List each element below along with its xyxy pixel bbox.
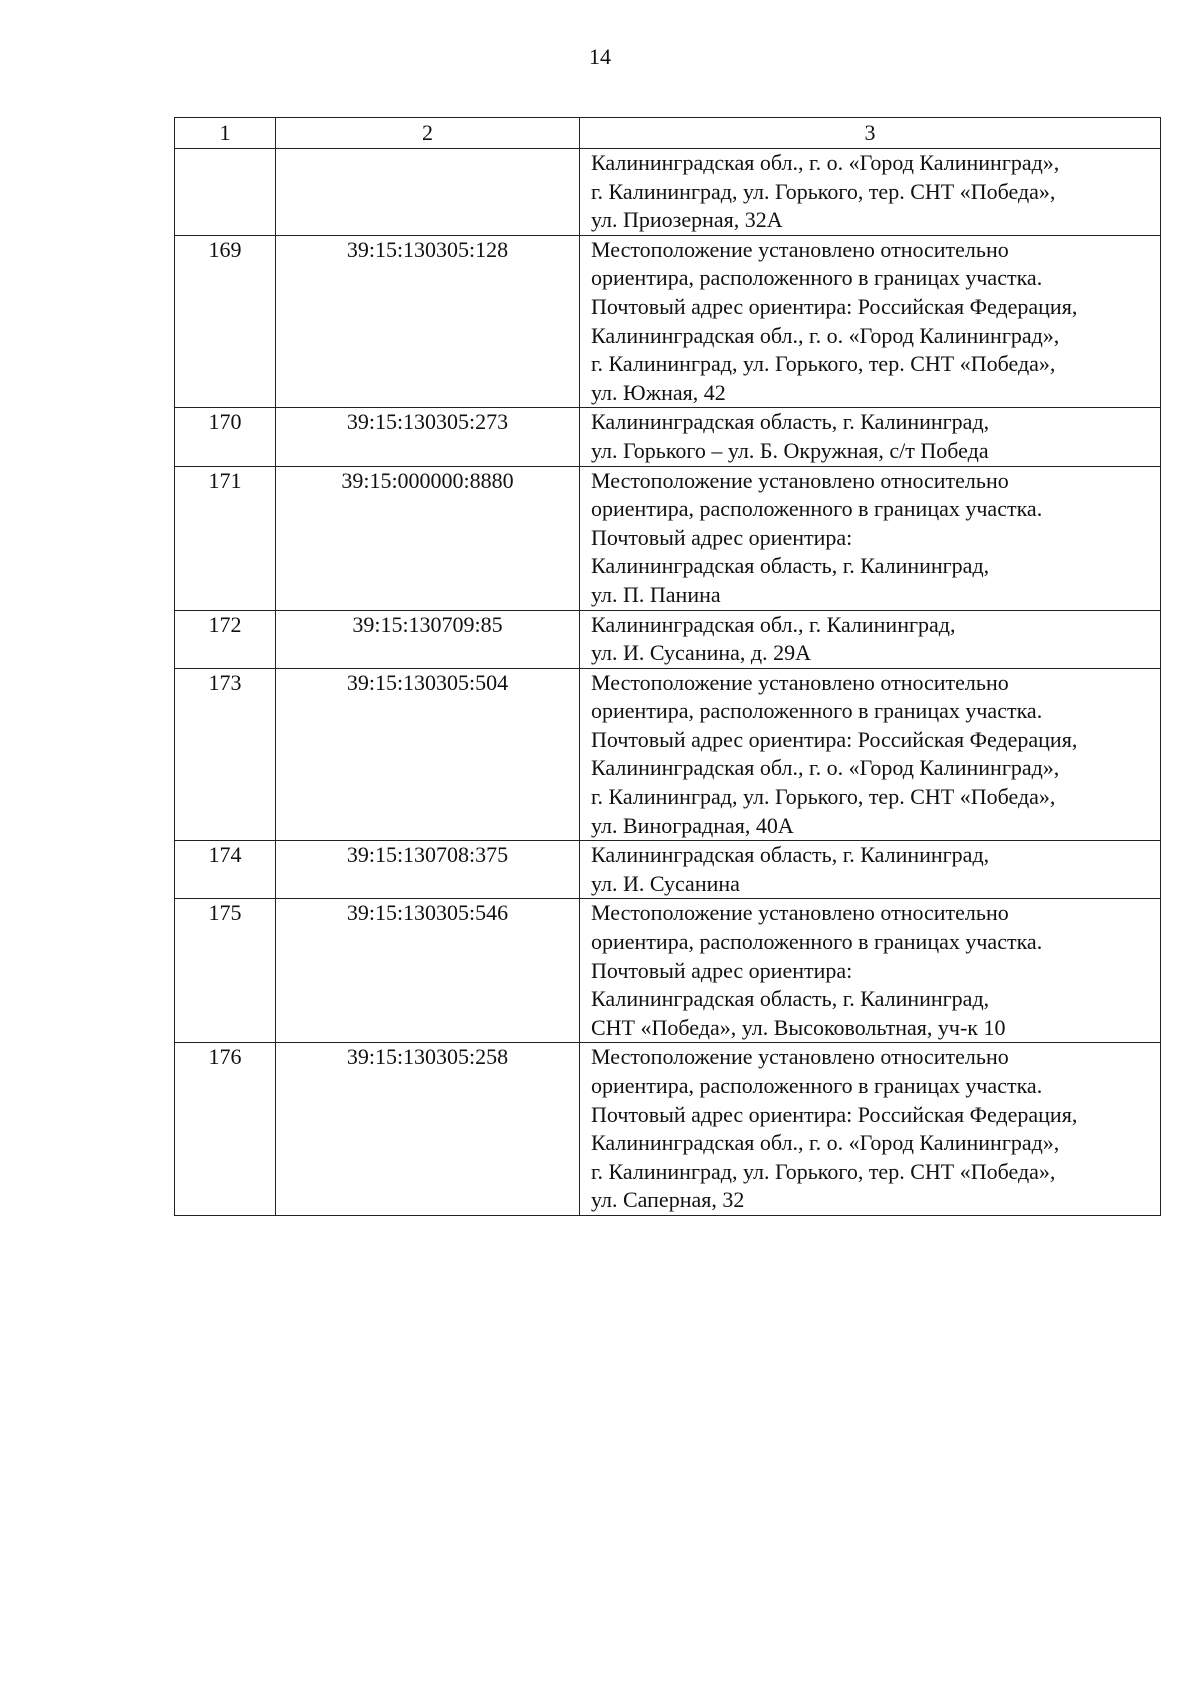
address-line: ул. Саперная, 32 bbox=[591, 1187, 745, 1213]
address-line: Местоположение установлено относительно bbox=[591, 900, 1009, 926]
address-line: Почтовый адрес ориентира: Российская Федерация, bbox=[591, 293, 1078, 319]
address-cell bbox=[580, 235, 1161, 408]
address-cell bbox=[580, 466, 1161, 610]
column-header-cadastral: 2 bbox=[276, 118, 580, 149]
address-line: ориентира, расположенного в границах участка. bbox=[591, 1073, 1043, 1098]
address-line: Почтовый адрес ориентира: Российская Федерация, bbox=[591, 1101, 1078, 1127]
cadastral-number-cell: 39:15:130305:258 bbox=[276, 1043, 580, 1216]
address-line: Почтовый адрес ориентира: bbox=[591, 524, 853, 550]
table-row bbox=[175, 899, 1161, 1043]
row-number-cell: 173 bbox=[175, 668, 276, 841]
row-number-cell: 171 bbox=[175, 466, 276, 610]
address-line: ул. Южная, 42 bbox=[591, 379, 726, 405]
table-row bbox=[175, 1043, 1161, 1216]
address-cell bbox=[580, 841, 1161, 899]
table-row bbox=[175, 610, 1161, 668]
table-row bbox=[175, 149, 1161, 236]
address-line: ул. Горького – ул. Б. Окружная, с/т Победа bbox=[591, 437, 989, 463]
table-row bbox=[175, 841, 1161, 899]
address-line: Местоположение установлено относительно bbox=[591, 236, 1009, 262]
row-number-cell: 176 bbox=[175, 1043, 276, 1216]
cadastral-number-cell: 39:15:130305:504 bbox=[276, 668, 580, 841]
address-cell bbox=[580, 668, 1161, 841]
table-row bbox=[175, 408, 1161, 466]
table-body bbox=[175, 118, 1161, 1216]
address-cell bbox=[580, 1043, 1161, 1216]
address-line: Почтовый адрес ориентира: bbox=[591, 957, 853, 983]
address-line: Калининградская обл., г. о. «Город Калининград», bbox=[591, 150, 1060, 175]
address-line: ориентира, расположенного в границах участка. bbox=[591, 496, 1043, 522]
address-line: Калининградская обл., г. о. «Город Калининград», bbox=[591, 755, 1060, 781]
table-header-row bbox=[175, 118, 1161, 149]
address-line: Местоположение установлено относительно bbox=[591, 1044, 1009, 1070]
address-line: ориентира, расположенного в границах участка. bbox=[591, 698, 1043, 724]
address-line: Калининградская область, г. Калининград, bbox=[591, 409, 990, 435]
table-row bbox=[175, 668, 1161, 841]
cadastral-number-cell bbox=[276, 149, 580, 236]
address-cell bbox=[580, 610, 1161, 668]
cadastral-number-cell: 39:15:130305:128 bbox=[276, 235, 580, 408]
address-line: ул. И. Сусанина, д. 29А bbox=[591, 640, 811, 666]
address-line: ул. Приозерная, 32А bbox=[591, 207, 783, 233]
address-line: ул. Виноградная, 40А bbox=[591, 812, 794, 838]
table-row bbox=[175, 235, 1161, 408]
address-cell bbox=[580, 149, 1161, 236]
address-line: ориентира, расположенного в границах участка. bbox=[591, 929, 1043, 955]
address-line: ул. И. Сусанина bbox=[591, 870, 740, 896]
land-plots-table bbox=[174, 117, 1161, 1216]
address-line: СНТ «Победа», ул. Высоковольтная, уч-к 10 bbox=[591, 1014, 1006, 1040]
address-line: г. Калининград, ул. Горького, тер. СНТ «Победа», bbox=[591, 784, 1056, 810]
column-header-address: 3 bbox=[580, 118, 1161, 149]
row-number-cell: 172 bbox=[175, 610, 276, 668]
address-line: Калининградская область, г. Калининград, bbox=[591, 553, 990, 579]
address-line: Калининградская область, г. Калининград, bbox=[591, 842, 990, 868]
address-line: г. Калининград, ул. Горького, тер. СНТ «Победа», bbox=[591, 1158, 1056, 1184]
address-cell bbox=[580, 899, 1161, 1043]
address-line: Местоположение установлено относительно bbox=[591, 467, 1009, 493]
cadastral-number-cell: 39:15:130708:375 bbox=[276, 841, 580, 899]
address-line: ул. П. Панина bbox=[591, 581, 721, 607]
address-line: Калининградская область, г. Калининград, bbox=[591, 986, 990, 1012]
address-line: Калининградская обл., г. о. «Город Калининград», bbox=[591, 1130, 1060, 1156]
address-line: г. Калининград, ул. Горького, тер. СНТ «Победа», bbox=[591, 351, 1056, 377]
row-number-cell: 170 bbox=[175, 408, 276, 466]
address-line: ориентира, расположенного в границах участка. bbox=[591, 265, 1043, 291]
row-number-cell: 174 bbox=[175, 841, 276, 899]
address-line: Калининградская обл., г. о. «Город Калининград», bbox=[591, 322, 1060, 348]
address-line: г. Калининград, ул. Горького, тер. СНТ «Победа», bbox=[591, 178, 1056, 204]
address-cell bbox=[580, 408, 1161, 466]
table-row bbox=[175, 466, 1161, 610]
row-number-cell bbox=[175, 149, 276, 236]
column-header-number: 1 bbox=[175, 118, 276, 149]
address-line: Почтовый адрес ориентира: Российская Федерация, bbox=[591, 726, 1078, 752]
address-line: Местоположение установлено относительно bbox=[591, 669, 1009, 695]
cadastral-number-cell: 39:15:130305:273 bbox=[276, 408, 580, 466]
cadastral-number-cell: 39:15:000000:8880 bbox=[276, 466, 580, 610]
cadastral-number-cell: 39:15:130709:85 bbox=[276, 610, 580, 668]
address-line: Калининградская обл., г. Калининград, bbox=[591, 611, 956, 637]
page-number: 14 bbox=[589, 44, 611, 69]
cadastral-number-cell: 39:15:130305:546 bbox=[276, 899, 580, 1043]
row-number-cell: 175 bbox=[175, 899, 276, 1043]
row-number-cell: 169 bbox=[175, 235, 276, 408]
